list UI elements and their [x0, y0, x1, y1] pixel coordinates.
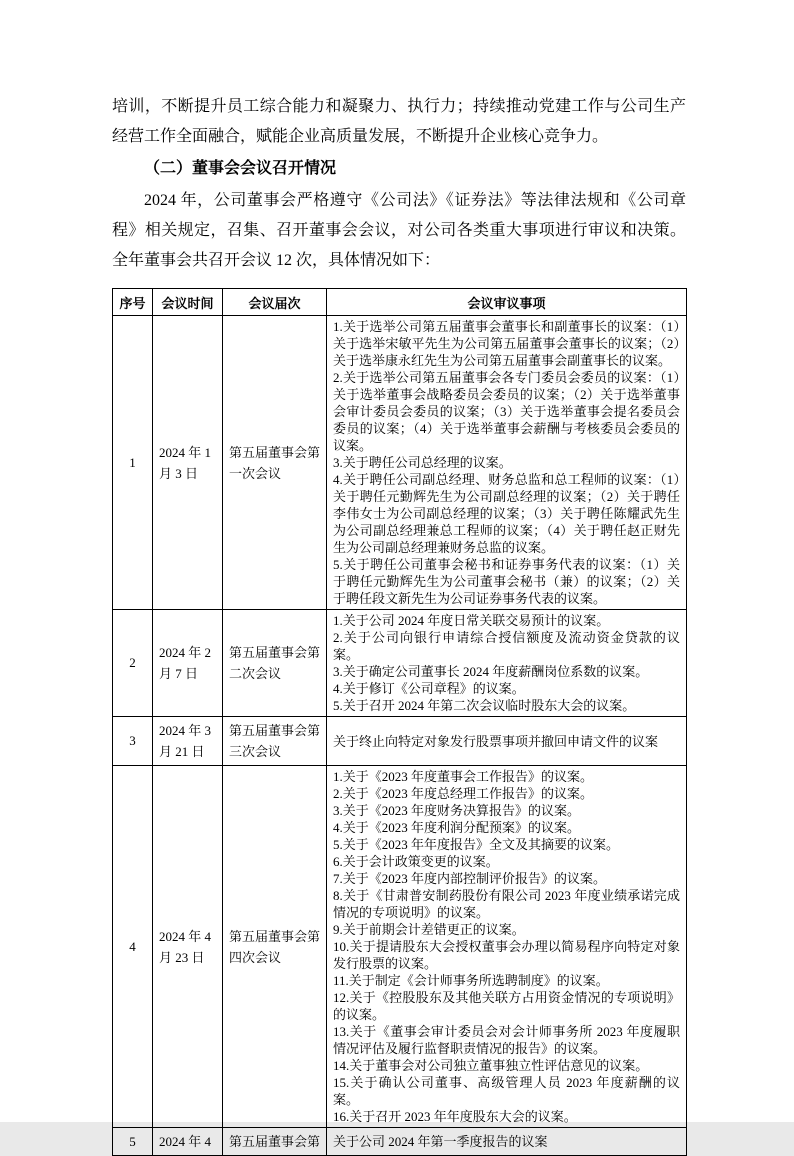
header-agenda: 会议审议事项 — [327, 289, 687, 316]
agenda-item: 1.关于公司 2024 年度日常关联交易预计的议案。 — [333, 613, 610, 628]
cell-meeting-number: 5 — [113, 1128, 153, 1156]
cell-meeting-time: 2024 年 2 月 7 日 — [153, 610, 223, 717]
agenda-item: 15.关于确认公司董事、高级管理人员 2023 年度薪酬的议案。 — [333, 1075, 680, 1107]
table-body — [113, 316, 687, 1156]
table-header-row — [113, 289, 687, 316]
cell-meeting-session: 第五届董事会第四次会议 — [223, 766, 327, 1128]
agenda-item: 2.关于《2023 年度总经理工作报告》的议案。 — [333, 786, 594, 801]
section-heading: （二）董事会会议召开情况 — [144, 160, 337, 177]
cell-meeting-session: 第五届董事会第 — [223, 1128, 327, 1156]
agenda-item: 14.关于董事会对公司独立董事独立性评估意见的议案。 — [333, 1058, 649, 1073]
agenda-item: 1.关于选举公司第五届董事会董事长和副董事长的议案：（1）关于选举宋敏平先生为公司第五届董事会董事长的议案；（2）关于选举康永红先生为公司第五届董事会副董事长的议案。 — [333, 319, 680, 368]
agenda-item: 3.关于《2023 年度财务决算报告》的议案。 — [333, 803, 581, 818]
agenda-item: 16.关于召开 2023 年年度股东大会的议案。 — [333, 1109, 577, 1124]
agenda-item: 5.关于《2023 年年度报告》全文及其摘要的议案。 — [333, 837, 620, 852]
agenda-item: 关于公司 2024 年第一季度报告的议案 — [333, 1134, 548, 1149]
intro-paragraph: 培训，不断提升员工综合能力和凝聚力、执行力；持续推动党建工作与公司生产经营工作全面融合，赋能企业高质量发展，不断提升企业核心竞争力。 — [112, 98, 686, 145]
cell-meeting-session: 第五届董事会第一次会议 — [223, 316, 327, 610]
cell-meeting-number: 3 — [113, 717, 153, 766]
agenda-item: 2.关于选举公司第五届董事会各专门委员会委员的议案：（1）关于选举董事会战略委员会委员的议案；（2）关于选举董事会审计委员会委员的议案；（3）关于选举董事会提名委员会委员的议案；（4）关于选举董事会薪酬与考核委员会委员的议案。 — [333, 370, 680, 453]
cell-meeting-session: 第五届董事会第二次会议 — [223, 610, 327, 717]
cell-meeting-number: 4 — [113, 766, 153, 1128]
cell-meeting-time: 2024 年 4 月 23 日 — [153, 766, 223, 1128]
table-row — [113, 1128, 687, 1156]
agenda-item: 4.关于《2023 年度利润分配预案》的议案。 — [333, 820, 581, 835]
cell-meeting-agenda — [327, 766, 687, 1128]
agenda-item: 关于终止向特定对象发行股票事项并撤回申请文件的议案 — [333, 733, 659, 749]
cell-meeting-time: 2024 年 3 月 21 日 — [153, 717, 223, 766]
table-row — [113, 717, 687, 766]
agenda-item: 11.关于制定《会计师事务所选聘制度》的议案。 — [333, 973, 609, 988]
cell-meeting-number: 2 — [113, 610, 153, 717]
table-row — [113, 766, 687, 1128]
agenda-item: 5.关于召开 2024 年第二次会议临时股东大会的议案。 — [333, 698, 636, 713]
cell-meeting-agenda — [327, 610, 687, 717]
agenda-item: 3.关于确定公司董事长 2024 年度薪酬岗位系数的议案。 — [333, 664, 649, 679]
agenda-item: 4.关于修订《公司章程》的议案。 — [333, 681, 525, 696]
agenda-item: 10.关于提请股东大会授权董事会办理以简易程序向特定对象发行股票的议案。 — [333, 939, 680, 971]
agenda-item: 6.关于会计政策变更的议案。 — [333, 854, 499, 869]
overview-paragraph: 2024 年，公司董事会严格遵守《公司法》《证券法》等法律法规和《公司章程》相关规定，召集、召开董事会会议，对公司各类重大事项进行审议和决策。全年董事会共召开会议 12 次，具体情况如下： — [112, 192, 686, 269]
cell-meeting-agenda — [327, 717, 687, 766]
agenda-item: 3.关于聘任公司总经理的议案。 — [333, 455, 512, 470]
table-row — [113, 316, 687, 610]
agenda-item: 7.关于《2023 年度内部控制评价报告》的议案。 — [333, 871, 607, 886]
cell-meeting-session: 第五届董事会第三次会议 — [223, 717, 327, 766]
header-meeting-time: 会议时间 — [153, 289, 223, 316]
header-meeting-session: 会议届次 — [223, 289, 327, 316]
agenda-item: 12.关于《控股股东及其他关联方占用资金情况的专项说明》的议案。 — [333, 990, 680, 1022]
cell-meeting-agenda — [327, 1128, 687, 1156]
agenda-item: 2.关于公司向银行申请综合授信额度及流动资金贷款的议案。 — [333, 630, 680, 662]
table-row — [113, 610, 687, 717]
agenda-item: 1.关于《2023 年度董事会工作报告》的议案。 — [333, 769, 594, 784]
cell-meeting-number: 1 — [113, 316, 153, 610]
agenda-item: 5.关于聘任公司董事会秘书和证券事务代表的议案：（1）关于聘任元勤辉先生为公司董事会秘书（兼）的议案；（2）关于聘任段文新先生为公司证券事务代表的议案。 — [333, 557, 680, 606]
cell-meeting-agenda — [327, 316, 687, 610]
board-meetings-table — [112, 288, 687, 1156]
cell-meeting-time: 2024 年 1 月 3 日 — [153, 316, 223, 610]
cell-meeting-time: 2024 年 4 — [153, 1128, 223, 1156]
agenda-item: 8.关于《甘肃普安制药股份有限公司 2023 年度业绩承诺完成情况的专项说明》的议案。 — [333, 888, 680, 920]
agenda-item: 9.关于前期会计差错更正的议案。 — [333, 922, 525, 937]
agenda-item: 13.关于《董事会审计委员会对会计师事务所 2023 年度履职情况评估及履行监督职责情况的报告》的议案。 — [333, 1024, 680, 1056]
header-no: 序号 — [113, 289, 153, 316]
agenda-item: 4.关于聘任公司副总经理、财务总监和总工程师的议案：（1）关于聘任元勤辉先生为公司副总经理的议案；（2）关于聘任李伟女士为公司副总经理的议案；（3）关于聘任陈耀武先生为公司副总经理兼总工程师的议案；（4）关于聘任赵正财先生为公司副总经理兼财务总监的议案。 — [333, 472, 680, 555]
